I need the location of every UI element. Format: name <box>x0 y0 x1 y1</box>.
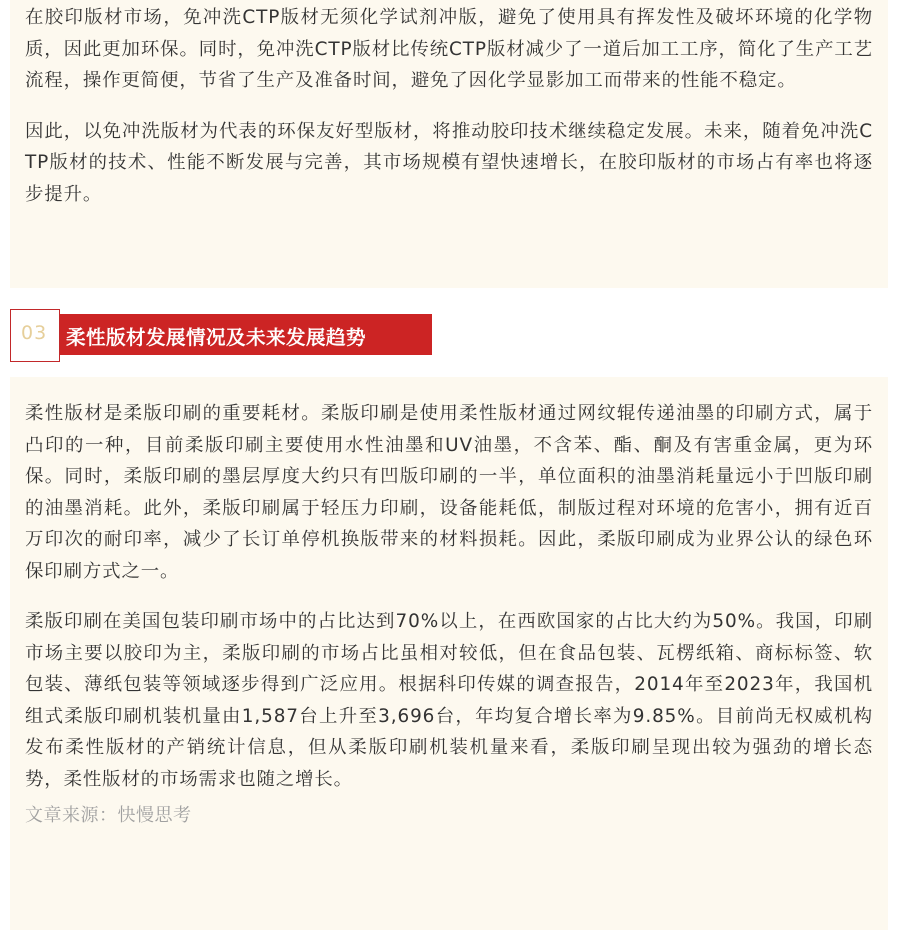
section-title: 柔性版材发展情况及未来发展趋势 <box>66 326 367 349</box>
paragraph-ctp-plates: 在胶印版材市场，免冲洗CTP版材无须化学试剂冲版，避免了使用具有挥发性及破坏环境的化学物质，因此更加环保。同时，免冲洗CTP版材比传统CTP版材减少了一道后加工工序，简化了生产工艺流程，操作更简便，节省了生产及准备时间，避免了因化学显影加工而带来的性能不稳定。 <box>25 7 873 91</box>
section-number: 03 <box>21 322 48 344</box>
section-heading <box>10 309 440 364</box>
paragraph-flexo-market: 柔版印刷在美国包装印刷市场中的占比达到70%以上，在西欧国家的占比大约为50%。我国，印刷市场主要以胶印为主，柔版印刷的市场占比虽相对较低，但在食品包装、瓦楞纸箱、商标标签、软包装、薄纸包装等领域逐步得到广泛应用。根据科印传媒的调查报告，2014年至2023年，我国机组式柔版印刷机装机量由1,587台上升至3,696台，年均复合增长率为9.85%。目前尚无权威机构发布柔性版材的产销统计信息，但从柔版印刷机装机量来看，柔版印刷呈现出较为强劲的增长态势，柔性版材的市场需求也随之增长。 <box>25 611 873 790</box>
section-title-bar <box>60 314 432 355</box>
paragraph-flexo-plates: 柔性版材是柔版印刷的重要耗材。柔版印刷是使用柔性版材通过网纹辊传递油墨的印刷方式，属于凸印的一种，目前柔版印刷主要使用水性油墨和UV油墨，不含苯、酯、酮及有害重金属，更为环保。同时，柔版印刷的墨层厚度大约只有凹版印刷的一半，单位面积的油墨消耗量远小于凹版印刷的油墨消耗。此外，柔版印刷属于轻压力印刷，设备能耗低，制版过程对环境的危害小，拥有近百万印次的耐印率，减少了长订单停机换版带来的材料损耗。因此，柔版印刷成为业界公认的绿色环保印刷方式之一。 <box>25 403 873 582</box>
bottom-text-card <box>10 377 888 930</box>
section-number-box <box>10 309 60 362</box>
article-source: 文章来源：快慢思考 <box>25 805 192 826</box>
paragraph-eco-plates: 因此，以免冲洗版材为代表的环保友好型版材，将推动胶印技术继续稳定发展。未来，随着免冲洗CTP版材的技术、性能不断发展与完善，其市场规模有望快速增长，在胶印版材的市场占有率也将逐步提升。 <box>25 120 873 205</box>
top-text-card <box>10 0 888 288</box>
